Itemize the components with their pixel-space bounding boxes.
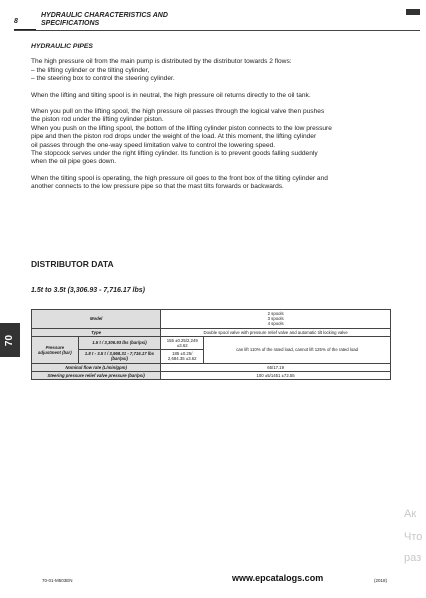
paragraph-flows <box>31 58 395 83</box>
text-line: When the tilting spool is operating, the high pressure oil goes to the front box of the tilting cylinder and <box>31 174 328 182</box>
table-row <box>32 363 391 371</box>
pressure-row2-value: 185 ±0.25/ 2,684.35 ±3.62 <box>161 350 204 363</box>
pressure-note: can lift 110% of the rated load, cannot lift 125% of the rated load <box>204 336 391 363</box>
chapter-side-tab <box>0 323 20 357</box>
footer-year: (2018) <box>374 578 388 583</box>
model-values <box>161 310 391 329</box>
type-label: Type <box>32 328 161 336</box>
pressure-row2-label: 1.8 t - 3.5 t / 3,968.31 - 7,716.17 lbs (bar/psi) <box>78 350 161 363</box>
steering-label: Steering pressure relief valve pressure (bar/psi) <box>32 371 161 379</box>
distributor-data-table <box>31 309 391 380</box>
flow-value: 65/17.19 <box>161 363 391 371</box>
table-row <box>32 328 391 336</box>
text-line: pipe and then the piston rod drops under the weight of the load. At this moment, the lifting cylinder <box>31 133 317 141</box>
text-line: When you push on the lifting spool, the bottom of the lifting cylinder piston connects to the low pressure <box>31 124 332 132</box>
header-corner-mark <box>406 9 420 15</box>
text-line: The stopcock serves under the right lifting cylinder. Its function is to prevent goods falling suddenly <box>31 150 318 158</box>
text-line: – the steering box to control the steering cylinder. <box>31 75 175 83</box>
header-rule <box>14 30 420 31</box>
table-row <box>32 371 391 379</box>
model-value: 2 spools <box>267 311 284 316</box>
table-row <box>32 310 391 329</box>
page-number: 8 <box>14 18 18 25</box>
type-value: Double spool valve with pressure relief valve and automatic tilt locking valve <box>161 328 391 336</box>
model-value: 4 spools <box>267 321 284 327</box>
pressure-row1-label: 1.5 t / 3,306.93 lbs (bar/psi) <box>78 336 161 349</box>
steering-value: 100 ±5/1451 ±72.55 <box>161 371 391 379</box>
text-line: another connects to the low pressure pipe so that the mast tilts forwards or backwards. <box>31 183 284 191</box>
distributor-section-title: DISTRIBUTOR DATA <box>31 259 114 269</box>
site-watermark: www.epcatalogs.com <box>232 573 324 583</box>
watermark-text: раз <box>404 552 422 564</box>
pressure-row1-value: 155 ±0.25/2,249 ±3.62 <box>161 336 204 349</box>
page-title-line-1: HYDRAULIC CHARACTERISTICS AND <box>41 12 168 19</box>
model-label: Model <box>32 310 161 329</box>
watermark-text: Что <box>404 531 423 543</box>
text-line: oil passes through the one-way speed limitation valve to control the lowering speed. <box>31 141 276 149</box>
model-value: 3 spools <box>267 316 284 322</box>
text-line: the piston rod under the lifting cylinder piston. <box>31 116 164 124</box>
watermark-text: Ак <box>404 508 417 520</box>
text-line: When the lifting and tilting spool is in neutral, the high pressure oil returns directly to the oil tank. <box>31 91 311 99</box>
text-line: The high pressure oil from the main pump is distributed by the distributor towards 2 flows: <box>31 58 292 66</box>
flow-label: Nominal flow rate (L/min/gpm) <box>32 363 161 371</box>
text-line: – the lifting cylinder or the tilting cylinder, <box>31 66 150 74</box>
document-code: 70-01-M503EN <box>42 578 73 583</box>
text-line: when the oil pipe goes down. <box>31 158 117 166</box>
page-title-line-2: SPECIFICATIONS <box>41 20 100 27</box>
section-subtitle: HYDRAULIC PIPES <box>31 43 93 50</box>
page-title <box>41 12 241 28</box>
paragraph-lifting <box>31 108 395 167</box>
hydraulic-pipes-section <box>31 43 395 200</box>
paragraph-tilting <box>31 175 395 192</box>
chapter-number: 70 <box>4 334 16 346</box>
distributor-range-title: 1.5t to 3.5t (3,306.93 - 7,716.17 lbs) <box>31 287 146 294</box>
paragraph-neutral <box>31 92 395 100</box>
pressure-label: Pressure adjustment (bar) <box>32 336 79 363</box>
table-row <box>32 336 391 349</box>
text-line: When you pull on the lifting spool, the high pressure oil passes through the logical valve then pushes <box>31 108 325 116</box>
